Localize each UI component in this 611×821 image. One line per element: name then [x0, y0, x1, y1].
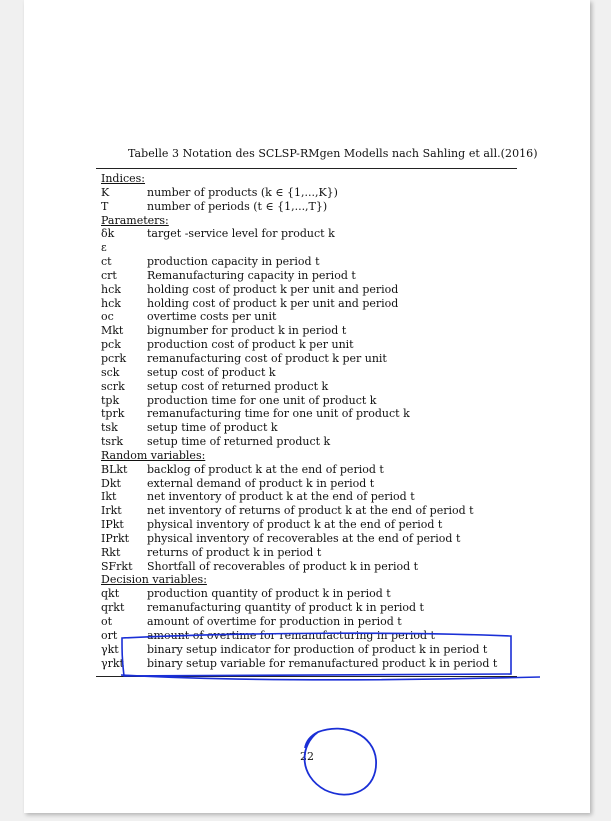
notation-symbol: qrkt	[101, 601, 125, 615]
page-number: 22	[300, 750, 314, 763]
notation-row	[101, 310, 521, 324]
notation-row	[101, 518, 521, 532]
notation-symbol: qkt	[101, 587, 120, 601]
notation-symbol: γrkt	[101, 656, 124, 670]
notation-row	[101, 532, 521, 546]
notation-description: target -service level for product k	[147, 227, 335, 241]
notation-row	[101, 643, 521, 657]
notation-row	[101, 560, 521, 574]
notation-row	[101, 200, 521, 214]
section-heading	[101, 573, 521, 587]
notation-row	[101, 490, 521, 504]
notation-symbol: IPkt	[101, 518, 124, 532]
notation-description: setup cost of returned product k	[147, 379, 329, 393]
notation-row	[101, 352, 521, 366]
notation-symbol: ot	[101, 615, 113, 628]
notation-description: production capacity in period t	[147, 255, 320, 269]
notation-description: physical inventory of product k at the end of period t	[147, 518, 443, 532]
notation-row	[101, 601, 521, 615]
table-bottom-rule	[96, 676, 517, 677]
notation-description: remanufacturing cost of product k per unit	[147, 351, 387, 365]
notation-row	[101, 186, 521, 200]
notation-row	[101, 269, 521, 283]
notation-description: net inventory of returns of product k at the end of period t	[147, 504, 474, 518]
section-heading-text: Indices:	[101, 172, 146, 185]
notation-symbol: ort	[101, 628, 118, 642]
notation-row	[101, 394, 521, 408]
notation-symbol: ct	[101, 255, 112, 269]
section-heading-text: Decision variables:	[101, 573, 207, 587]
notation-row	[101, 380, 521, 394]
notation-symbol: tpk	[101, 393, 120, 407]
notation-description: bignumber for product k in period t	[147, 324, 347, 338]
notation-row	[101, 546, 521, 560]
notation-row	[101, 407, 521, 421]
notation-symbol: Mkt	[101, 324, 124, 338]
notation-description: holding cost of product k per unit and period	[147, 282, 399, 296]
notation-symbol: Rkt	[101, 545, 121, 559]
notation-description: production quantity of product k in period t	[147, 587, 391, 601]
notation-description: returns of product k in period t	[147, 545, 322, 559]
section-heading	[101, 172, 521, 186]
notation-symbol: pcrk	[101, 351, 127, 365]
notation-description: setup time of product k	[147, 421, 278, 435]
notation-symbol: Irkt	[101, 504, 122, 518]
notation-row	[101, 587, 521, 601]
notation-description: production time for one unit of product k	[147, 393, 377, 407]
notation-symbol: BLkt	[101, 462, 128, 476]
notation-symbol: K	[101, 185, 110, 199]
notation-description: backlog of product k at the end of period t	[147, 462, 384, 476]
notation-description: number of periods (t ∈ {1,...,T})	[147, 199, 328, 213]
notation-description: amount of overtime for production in period t	[147, 615, 402, 628]
notation-symbol: SFrkt	[101, 559, 133, 573]
notation-row	[101, 297, 521, 311]
notation-description: number of products (k ∈ {1,...,K})	[147, 185, 338, 199]
notation-description: binary setup indicator for production of product k in period t	[147, 642, 488, 656]
notation-symbol: Dkt	[101, 476, 121, 490]
notation-description: overtime costs per unit	[147, 310, 277, 324]
notation-row	[101, 504, 521, 518]
notation-row	[101, 477, 521, 491]
notation-symbol: sck	[101, 365, 120, 379]
notation-row	[101, 255, 521, 269]
notation-symbol: oc	[101, 310, 114, 324]
notation-symbol: T	[101, 199, 109, 213]
section-heading	[101, 214, 521, 228]
caption-text: Tabelle 3 Notation des SCLSP-RMgen Modells nach Sahling et all.(2016)	[128, 147, 538, 160]
notation-description: remanufacturing quantity of product k in period t	[147, 601, 424, 615]
notation-description: net inventory of product k at the end of period t	[147, 490, 415, 504]
notation-symbol: tsk	[101, 421, 118, 435]
notation-description: holding cost of product k per unit and period	[147, 296, 399, 310]
notation-description: remanufacturing time for one unit of product k	[147, 407, 410, 421]
notation-symbol: δk	[101, 227, 115, 241]
notation-row	[101, 241, 521, 255]
notation-symbol: pck	[101, 338, 121, 352]
notation-description: external demand of product k in period t	[147, 476, 375, 490]
notation-symbol: tsrk	[101, 435, 123, 449]
notation-description: setup cost of product k	[147, 365, 276, 379]
section-heading	[101, 449, 521, 463]
notation-table	[101, 172, 521, 670]
notation-row	[101, 629, 521, 643]
notation-symbol: IPrkt	[101, 531, 130, 545]
notation-symbol: tprk	[101, 407, 125, 421]
notation-symbol: Ikt	[101, 490, 117, 504]
notation-description: amount of overtime for remanufacturing in period t	[147, 628, 435, 642]
notation-symbol: crt	[101, 268, 117, 282]
notation-row	[101, 338, 521, 352]
notation-row	[101, 227, 521, 241]
table-top-rule	[96, 168, 517, 169]
table-caption	[128, 147, 548, 160]
notation-row	[101, 283, 521, 297]
notation-row	[101, 435, 521, 449]
notation-description: production cost of product k per unit	[147, 338, 354, 352]
notation-description: binary setup variable for remanufactured product k in period t	[147, 656, 498, 670]
notation-symbol: hck	[101, 296, 121, 310]
notation-row	[101, 324, 521, 338]
notation-description: Shortfall of recoverables of product k in period t	[147, 559, 419, 573]
section-heading-text: Random variables:	[101, 448, 206, 462]
notation-description: Remanufacturing capacity in period t	[147, 268, 356, 282]
notation-row	[101, 366, 521, 380]
notation-description: setup time of returned product k	[147, 435, 331, 449]
notation-row	[101, 657, 521, 671]
notation-symbol: ε	[101, 241, 107, 255]
notation-symbol: γkt	[101, 642, 119, 656]
section-heading-text: Parameters:	[101, 213, 169, 227]
notation-symbol: hck	[101, 282, 121, 296]
notation-row	[101, 615, 521, 629]
notation-symbol: scrk	[101, 379, 125, 393]
notation-row	[101, 463, 521, 477]
notation-row	[101, 421, 521, 435]
notation-description: physical inventory of recoverables at the end of period t	[147, 531, 461, 545]
